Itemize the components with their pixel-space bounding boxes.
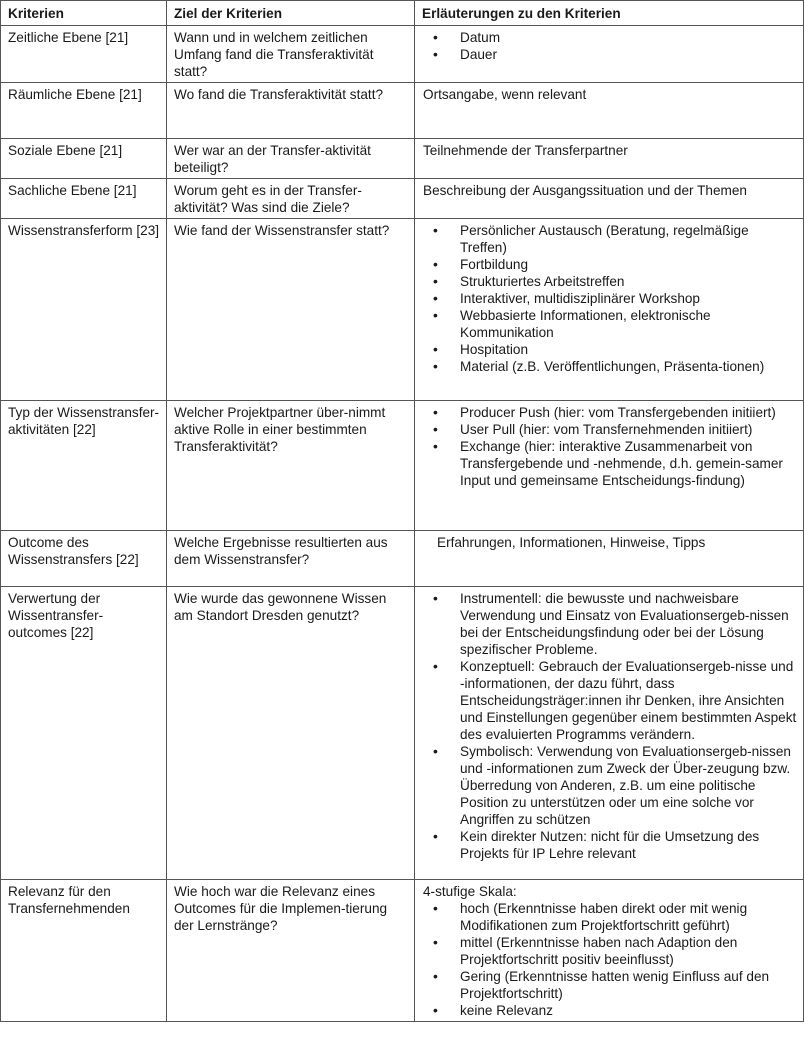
explanation-list	[423, 404, 797, 489]
goal-cell: Wer war an der Transfer-aktivität beteiligt?	[167, 139, 415, 179]
table-row	[1, 531, 804, 587]
list-item: • hoch (Erkenntnisse haben direkt oder mit wenig Modifikationen zum Projektfortschritt geführt)	[423, 900, 797, 934]
explanation-list	[423, 29, 797, 63]
list-item: • Gering (Erkenntnisse hatten wenig Einfluss auf den Projektfortschritt)	[423, 968, 797, 1002]
criterion-cell: Soziale Ebene [21]	[1, 139, 167, 179]
list-item: • Dauer	[423, 46, 797, 63]
criterion-cell: Wissenstransferform [23]	[1, 219, 167, 401]
list-item: • Exchange (hier: interaktive Zusammenarbeit von Transfergebende und -nehmende, d.h. gemein-samer Input und gemeinsame Entscheidungs-findung)	[423, 438, 797, 489]
goal-cell: Wie wurde das gewonnene Wissen am Standort Dresden genutzt?	[167, 587, 415, 880]
goal-cell: Wann und in welchem zeitlichen Umfang fand die Transferaktivität statt?	[167, 26, 415, 83]
criterion-cell: Zeitliche Ebene [21]	[1, 26, 167, 83]
explanation-cell	[415, 26, 804, 83]
table-row	[1, 219, 804, 401]
list-item: • mittel (Erkenntnisse haben nach Adaption den Projektfortschritt positiv beeinflusst)	[423, 934, 797, 968]
table-row	[1, 880, 804, 1022]
criterion-cell: Relevanz für den Transfernehmenden	[1, 880, 167, 1022]
explanation-cell	[415, 139, 804, 179]
table-row	[1, 83, 804, 139]
table-row	[1, 26, 804, 83]
list-item: • Symbolisch: Verwendung von Evaluationsergeb-nissen und -informationen zum Zweck der Über-zeugung bzw. Überredung von Anderen, z.B. um eine politische Position zu unterstützen oder um eine solche vor Angriffen zu schützen	[423, 743, 797, 828]
list-item: • Konzeptuell: Gebrauch der Evaluationsergeb-nisse und -informationen, der dazu führt, dass Entscheidungsträger:innen ihr Denken, ihre Ansichten und Einstellungen gegenüber einem bestimmten Aspekt des evaluierten Programms verändern.	[423, 658, 797, 743]
goal-cell: Wie fand der Wissenstransfer statt?	[167, 219, 415, 401]
explanation-text: Erfahrungen, Informationen, Hinweise, Tipps	[437, 535, 706, 550]
criterion-cell: Räumliche Ebene [21]	[1, 83, 167, 139]
header-kriterien: Kriterien	[1, 1, 167, 26]
explanation-cell	[415, 179, 804, 219]
explanation-list	[423, 222, 797, 375]
header-ziel: Ziel der Kriterien	[167, 1, 415, 26]
explanation-text: 4-stufige Skala:	[423, 884, 517, 899]
explanation-text: Beschreibung der Ausgangssituation und der Themen	[423, 183, 747, 198]
table-row	[1, 587, 804, 880]
table-header-row	[1, 1, 804, 26]
goal-cell: Welcher Projektpartner über-nimmt aktive Rolle in einer bestimmten Transferaktivität?	[167, 401, 415, 531]
list-item: • Producer Push (hier: vom Transfergebenden initiiert)	[423, 404, 797, 421]
goal-cell: Welche Ergebnisse resultierten aus dem Wissenstransfer?	[167, 531, 415, 587]
list-item: • Webbasierte Informationen, elektronische Kommunikation	[423, 307, 797, 341]
explanation-cell	[415, 880, 804, 1022]
goal-cell: Worum geht es in der Transfer-aktivität? Was sind die Ziele?	[167, 179, 415, 219]
header-erlaeuterungen: Erläuterungen zu den Kriterien	[415, 1, 804, 26]
list-item: • Datum	[423, 29, 797, 46]
list-item: • Material (z.B. Veröffentlichungen, Präsenta-tionen)	[423, 358, 797, 375]
criterion-cell: Verwertung der Wissentransfer-outcomes [22]	[1, 587, 167, 880]
list-item: • Fortbildung	[423, 256, 797, 273]
list-item: • Persönlicher Austausch (Beratung, regelmäßige Treffen)	[423, 222, 797, 256]
list-item: • Strukturiertes Arbeitstreffen	[423, 273, 797, 290]
list-item: • Instrumentell: die bewusste und nachweisbare Verwendung und Einsatz von Evaluationsergeb-nissen bei der Entscheidungsfindung oder bei der Lösung spezifischer Probleme.	[423, 590, 797, 658]
list-item: • Hospitation	[423, 341, 797, 358]
explanation-cell	[415, 401, 804, 531]
table-row	[1, 179, 804, 219]
criterion-cell: Outcome des Wissenstransfers [22]	[1, 531, 167, 587]
table-row	[1, 401, 804, 531]
criterion-cell: Typ der Wissenstransfer-aktivitäten [22]	[1, 401, 167, 531]
list-item: • Kein direkter Nutzen: nicht für die Umsetzung des Projekts für IP Lehre relevant	[423, 828, 797, 862]
list-item: • Interaktiver, multidisziplinärer Workshop	[423, 290, 797, 307]
explanation-list	[423, 590, 797, 862]
explanation-text: Ortsangabe, wenn relevant	[423, 87, 587, 102]
table-row	[1, 139, 804, 179]
list-item: • User Pull (hier: vom Transfernehmenden initiiert)	[423, 421, 797, 438]
explanation-cell	[415, 83, 804, 139]
criterion-cell: Sachliche Ebene [21]	[1, 179, 167, 219]
goal-cell: Wie hoch war die Relevanz eines Outcomes für die Implemen-tierung der Lernstränge?	[167, 880, 415, 1022]
explanation-cell	[415, 531, 804, 587]
list-item: • keine Relevanz	[423, 1002, 797, 1019]
explanation-cell	[415, 219, 804, 401]
table-body	[1, 26, 804, 1022]
goal-cell: Wo fand die Transferaktivität statt?	[167, 83, 415, 139]
explanation-list	[423, 900, 797, 1019]
explanation-cell	[415, 587, 804, 880]
explanation-text: Teilnehmende der Transferpartner	[423, 143, 628, 158]
